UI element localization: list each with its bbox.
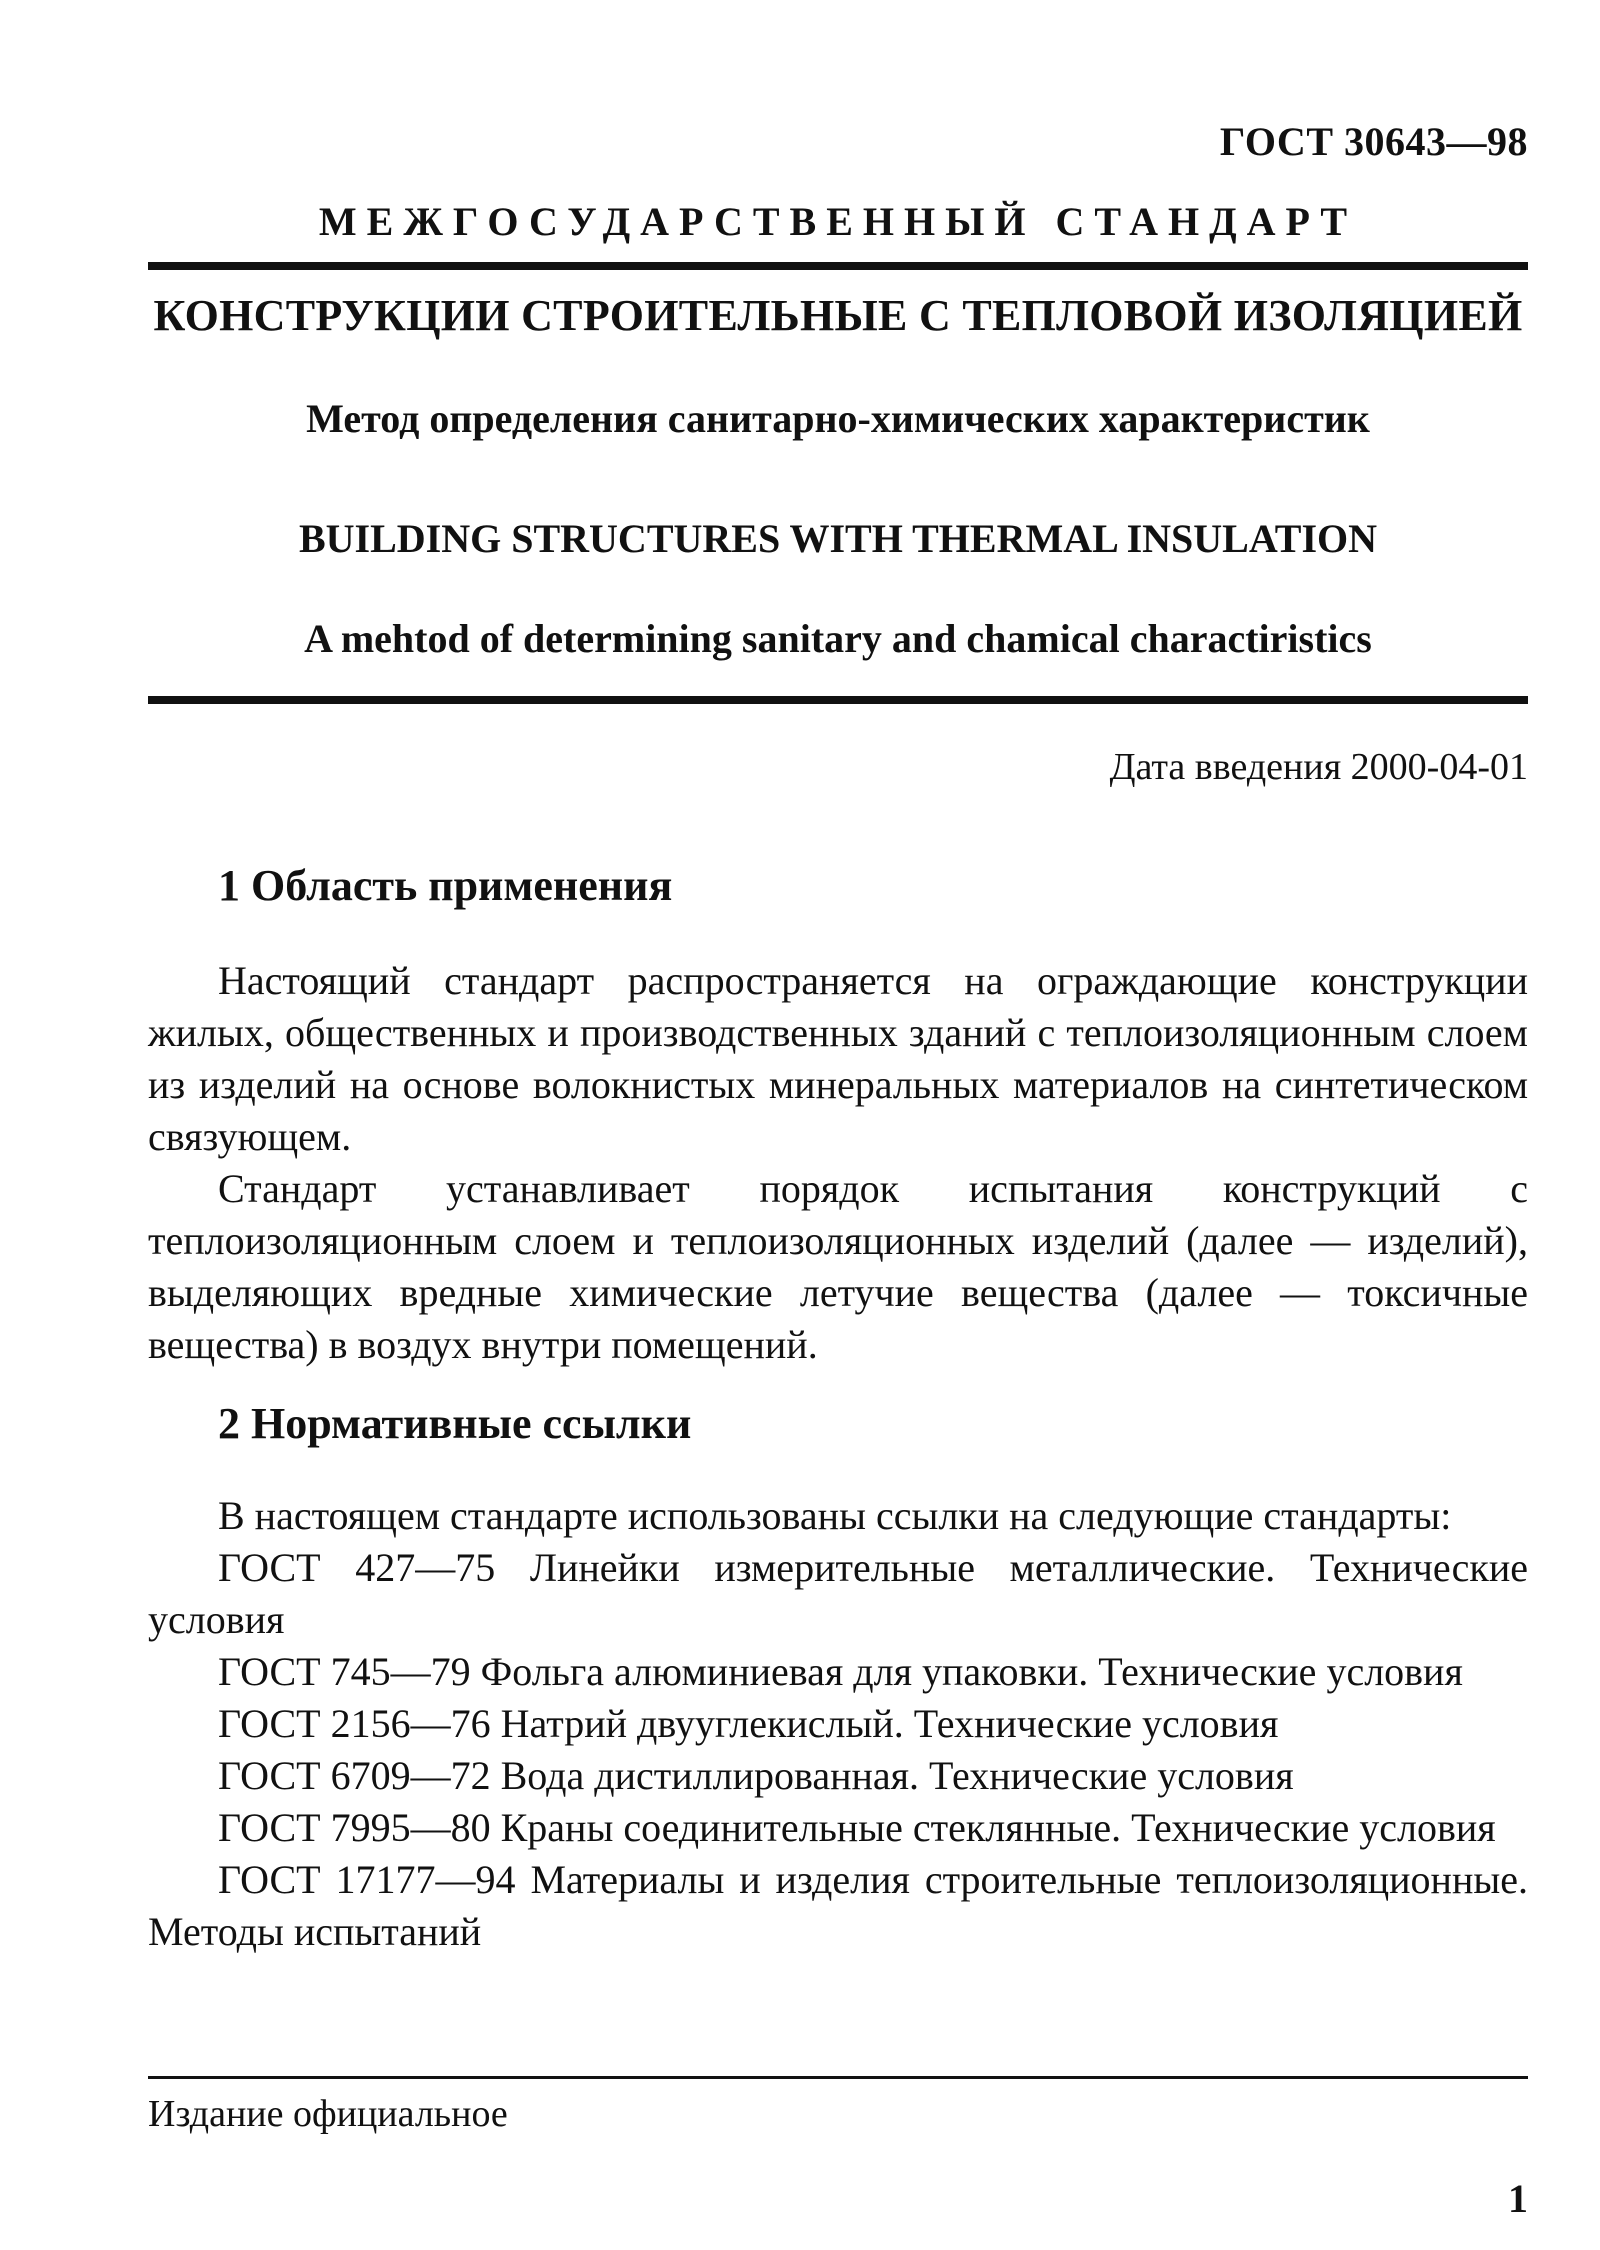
page-number: 1 xyxy=(1508,2176,1528,2221)
official-edition-label: Издание официальное xyxy=(148,2093,508,2135)
introduction-date: Дата введения 2000-04-01 xyxy=(1109,746,1528,788)
normative-reference: ГОСТ 745—79 Фольга алюминиевая для упаковки. Технические условия xyxy=(218,1649,1463,1694)
normative-reference: ГОСТ 6709—72 Вода дистиллированная. Технические условия xyxy=(218,1753,1294,1798)
standard-type-heading: МЕЖГОСУДАРСТВЕННЫЙ СТАНДАРТ xyxy=(318,199,1358,244)
title-bottom-rule xyxy=(148,696,1528,704)
top-divider-rule xyxy=(148,262,1528,270)
section-2-body xyxy=(148,1490,1528,1958)
document-page xyxy=(148,0,1528,2250)
section-1-paragraph: Настоящий стандарт распространяется на ограждающие конструкции жилых, общественных и производственных зданий с теплоизоляционным слоем из изделий на основе волокнистых минеральных материалов на синтетическом связующем. xyxy=(148,958,1528,1159)
title-ru-sub: Метод определения санитарно-химических характеристик xyxy=(306,396,1370,441)
title-en-sub: A mehtod of determining sanitary and chamical charactiristics xyxy=(304,616,1372,661)
normative-reference: ГОСТ 427—75 Линейки измерительные металлические. Технические условия xyxy=(148,1545,1528,1642)
title-en-main: BUILDING STRUCTURES WITH THERMAL INSULATION xyxy=(298,516,1378,561)
section-1-body xyxy=(148,955,1528,1371)
section-1-heading: 1 Область применения xyxy=(218,861,673,910)
document-number: ГОСТ 30643—98 xyxy=(1219,119,1528,164)
title-ru-main: КОНСТРУКЦИИ СТРОИТЕЛЬНЫЕ С ТЕПЛОВОЙ ИЗОЛЯЦИЕЙ xyxy=(153,291,1523,340)
footer-rule xyxy=(148,2076,1528,2079)
section-2-intro: В настоящем стандарте использованы ссылки на следующие стандарты: xyxy=(218,1493,1452,1538)
section-2-heading: 2 Нормативные ссылки xyxy=(218,1399,692,1448)
normative-reference: ГОСТ 7995—80 Краны соединительные стеклянные. Технические условия xyxy=(218,1805,1496,1850)
normative-reference: ГОСТ 17177—94 Материалы и изделия строительные теплоизоляционные. Методы испытаний xyxy=(148,1857,1528,1954)
section-1-paragraph: Стандарт устанавливает порядок испытания конструкций с теплоизоляционным слоем и теплоизоляционных изделий (далее — изделий), выделяющих вредные химические летучие вещества (далее — токсичные вещества) в воздух внутри помещений. xyxy=(148,1166,1528,1367)
normative-reference: ГОСТ 2156—76 Натрий двууглекислый. Технические условия xyxy=(218,1701,1279,1746)
